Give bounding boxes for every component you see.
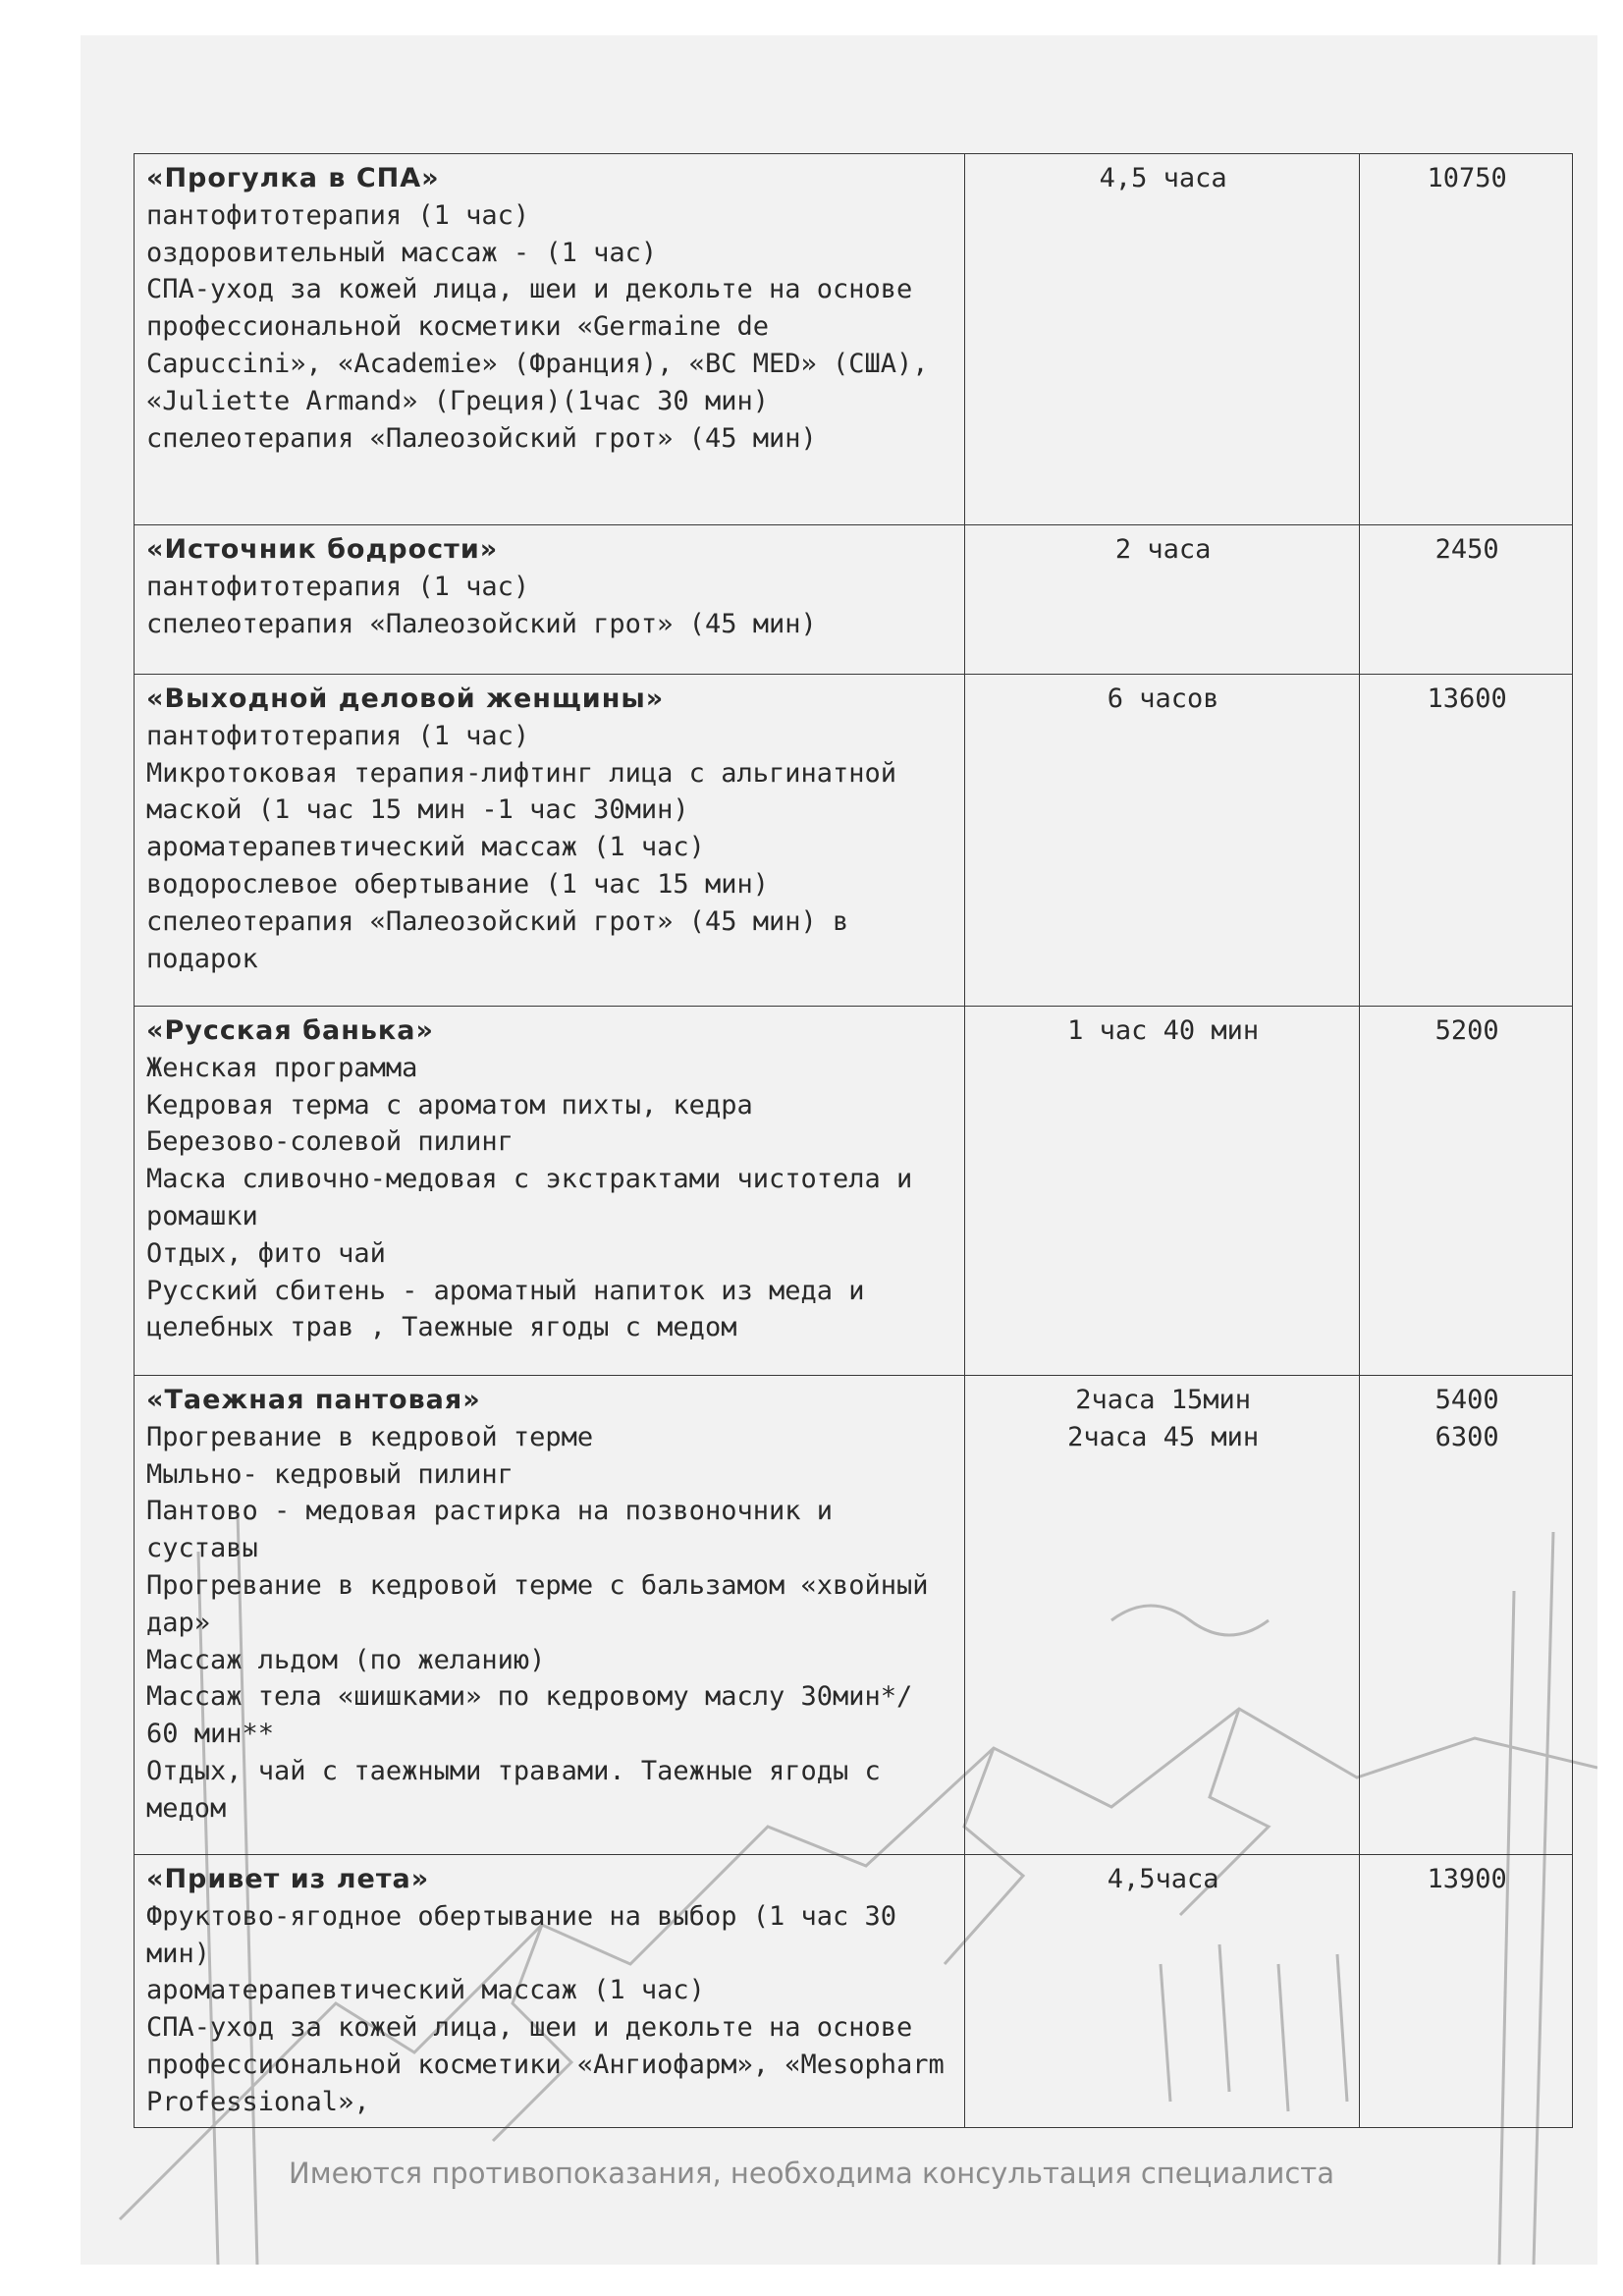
program-row — [135, 675, 1573, 1007]
program-procedure: Микротоковая терапия-лифтинг лица с альгинатной маской (1 час 15 мин -1 час 30мин) — [146, 757, 913, 826]
program-description — [135, 154, 965, 525]
program-title: «Привет из лета» — [146, 1864, 430, 1894]
program-procedure: Фруктово-ягодное обертывание на выбор (1 час 30 мин) — [146, 1900, 913, 1969]
program-description — [135, 675, 965, 1007]
spa-programs-table — [134, 153, 1573, 2128]
program-procedure: Мыльно- кедровый пилинг — [146, 1458, 514, 1490]
duration-value: 2часа 45 мин — [1067, 1421, 1260, 1452]
program-procedure: Отдых, чай с таежными травами. Таежные ягоды с медом — [146, 1755, 897, 1824]
program-procedure: Русский сбитень - ароматный напиток из меда и — [146, 1275, 865, 1306]
program-title: «Выходной деловой женщины» — [146, 683, 665, 714]
program-procedure: Отдых, фито чай — [146, 1237, 386, 1269]
duration-value: 2часа 15мин — [1075, 1385, 1252, 1415]
duration-value: 4,5 часа — [1099, 163, 1227, 193]
price-value: 13900 — [1427, 1864, 1507, 1894]
program-duration — [964, 525, 1359, 675]
program-title: «Русская банька» — [146, 1015, 434, 1046]
price-value: 10750 — [1427, 163, 1507, 193]
program-procedure: Маска сливочно-медовая с экстрактами чистотела и ромашки — [146, 1164, 929, 1231]
program-price — [1360, 154, 1573, 525]
program-price — [1360, 1007, 1573, 1376]
program-procedure: спелеотерапия «Палеозойский грот» (45 мин) в подарок — [146, 905, 865, 974]
duration-value: 6 часов — [1107, 683, 1219, 714]
program-duration — [964, 1855, 1359, 2128]
program-row — [135, 154, 1573, 525]
price-value: 5200 — [1434, 1015, 1499, 1046]
program-description — [135, 1007, 965, 1376]
program-duration — [964, 1007, 1359, 1376]
price-value: 6300 — [1434, 1421, 1499, 1452]
program-description — [135, 1855, 965, 2128]
program-procedure: пантофитотерапия (1 час) — [146, 199, 530, 231]
program-procedure: Массаж тела «шишками» по кедровому маслу 30мин*/ 60 мин** — [146, 1681, 929, 1750]
program-duration — [964, 675, 1359, 1007]
program-procedure: Прогревание в кедровой терме с бальзамом «хвойный дар» — [146, 1569, 945, 1638]
program-price — [1360, 675, 1573, 1007]
program-price — [1360, 1855, 1573, 2128]
program-procedure: водорослевое обертывание (1 час 15 мин) — [146, 868, 769, 900]
program-row — [135, 1855, 1573, 2128]
program-duration — [964, 154, 1359, 525]
program-duration — [964, 1376, 1359, 1855]
program-description — [135, 525, 965, 675]
program-procedure: ароматерапевтический массаж (1 час) — [146, 832, 705, 863]
program-row — [135, 1007, 1573, 1376]
program-title: «Источник бодрости» — [146, 534, 499, 565]
contraindications-note: Имеются противопоказания, необходима консультация специалиста — [289, 2157, 1334, 2190]
program-procedure: Массаж льдом (по желанию) — [146, 1644, 546, 1675]
program-row — [135, 525, 1573, 675]
program-price — [1360, 1376, 1573, 1855]
price-value: 2450 — [1434, 534, 1499, 565]
program-procedure: целебных трав , Таежные ягоды с медом — [146, 1312, 737, 1343]
program-procedure: ароматерапевтический массаж (1 час) — [146, 1975, 705, 2006]
program-procedure: СПА-уход за кожей лица, шеи и декольте на основе профессиональной косметики «Germaine de Capuccini», «Academie» (Франция), «BC MED» (США), «Juliette Armand» (Греция)(1час 30 мин) — [146, 274, 945, 416]
program-row — [135, 1376, 1573, 1855]
program-description — [135, 1376, 965, 1855]
program-procedure: Прогревание в кедровой терме — [146, 1421, 594, 1452]
program-procedure: спелеотерапия «Палеозойский грот» (45 мин) — [146, 422, 817, 454]
program-procedure: спелеотерапия «Палеозойский грот» (45 мин) — [146, 608, 817, 639]
duration-value: 4,5часа — [1107, 1864, 1219, 1894]
price-value: 13600 — [1427, 683, 1507, 714]
program-procedure: Женская программа — [146, 1052, 418, 1083]
program-price — [1360, 525, 1573, 675]
duration-value: 1 час 40 мин — [1067, 1015, 1260, 1046]
program-procedure: СПА-уход за кожей лица, шеи и декольте на основе профессиональной косметики «Ангиофарм», «Mesopharm Professional», — [146, 2012, 961, 2117]
program-procedure: оздоровительный массаж - (1 час) — [146, 237, 658, 268]
program-procedure: Кедровая терма с ароматом пихты, кедра — [146, 1089, 753, 1121]
program-title: «Таежная пантовая» — [146, 1385, 481, 1415]
program-title: «Прогулка в СПА» — [146, 163, 440, 193]
program-procedure: Березово-солевой пилинг — [146, 1126, 514, 1158]
program-procedure: пантофитотерапия (1 час) — [146, 571, 530, 602]
price-value: 5400 — [1434, 1385, 1499, 1415]
duration-value: 2 часа — [1114, 534, 1212, 565]
program-procedure: пантофитотерапия (1 час) — [146, 720, 530, 751]
program-procedure: Пантово - медовая растирка на позвоночник и суставы — [146, 1496, 849, 1564]
